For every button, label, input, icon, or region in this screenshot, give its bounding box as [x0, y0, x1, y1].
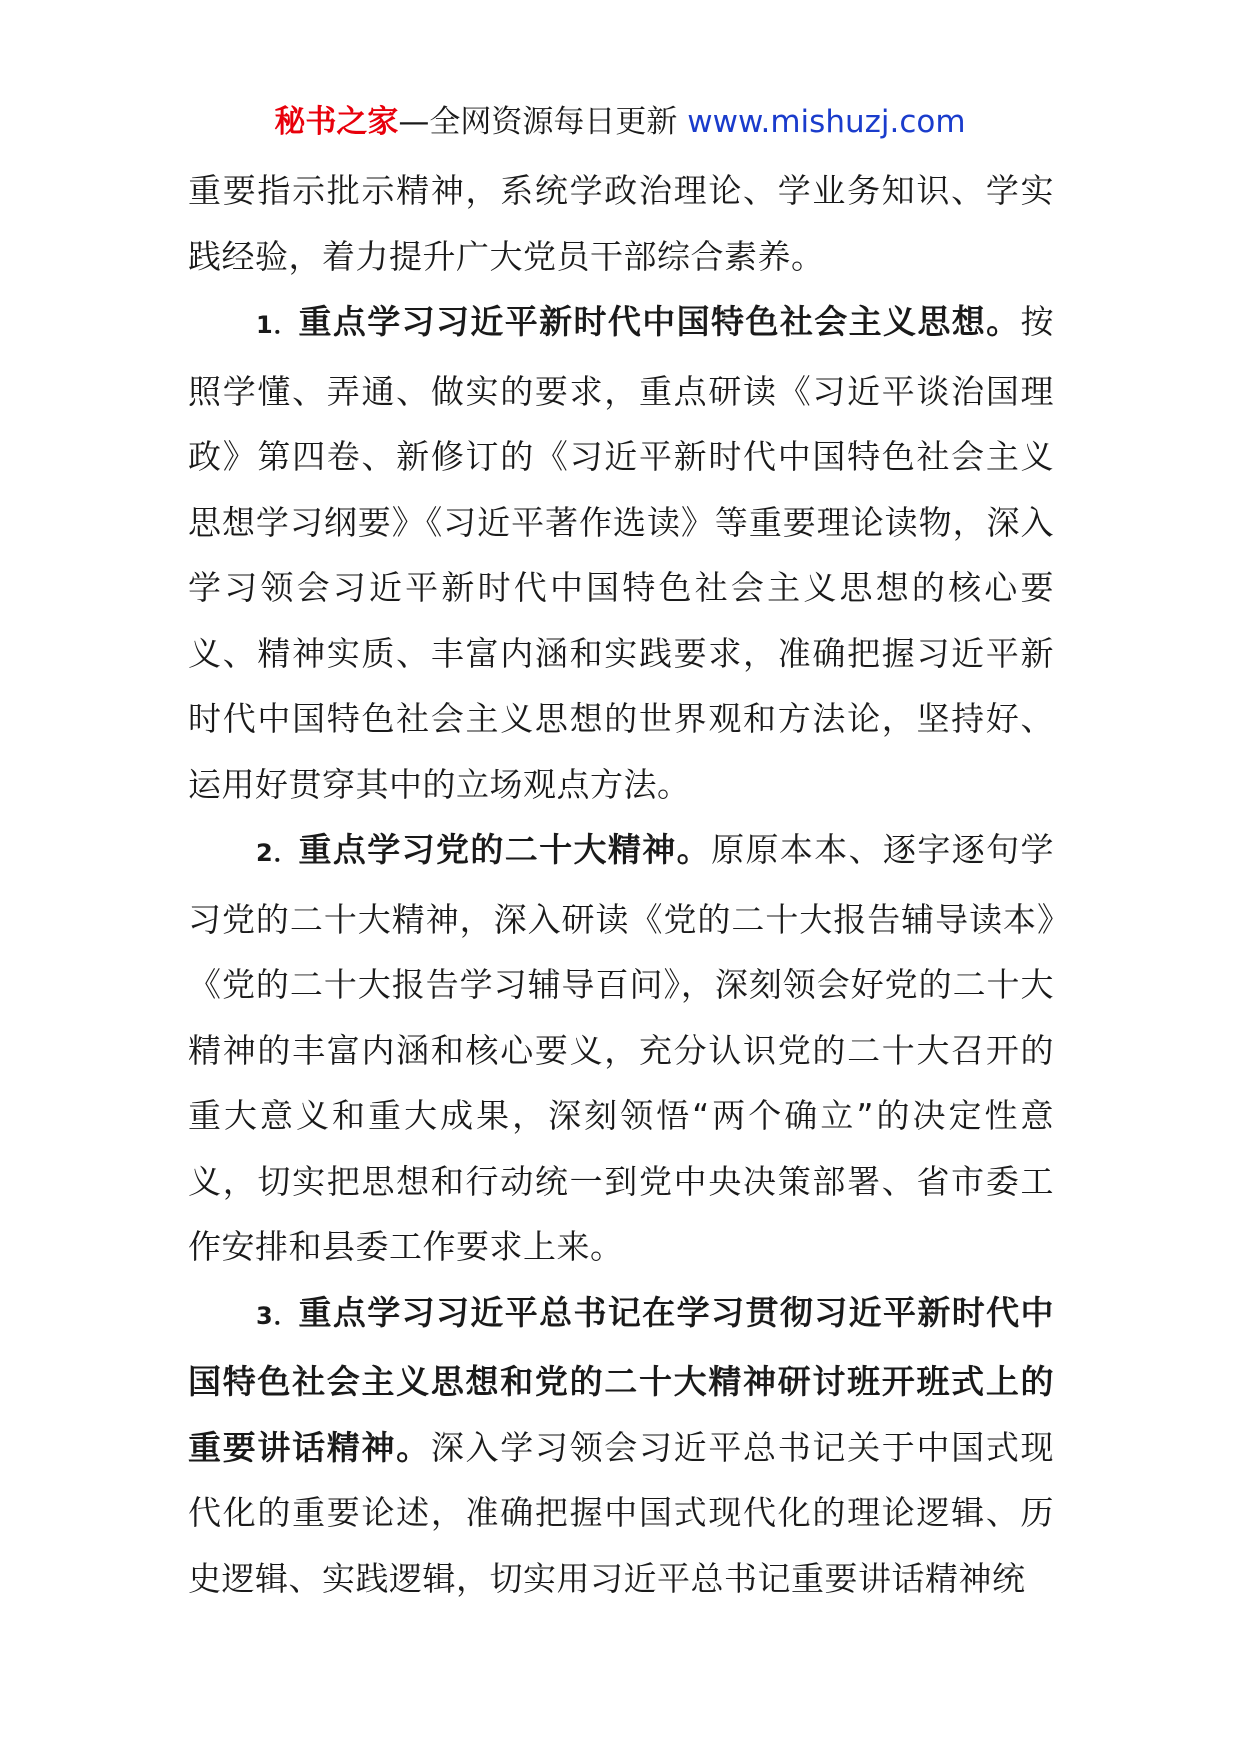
item-heading: 重点学习习近平总书记在学习贯彻习近平新时代中国特色社会主义思想和党的二十大精神研讨班开班式上的重要讲话精神。 — [188, 1292, 1055, 1467]
item-number: 3． — [256, 1301, 299, 1330]
item-heading: 重点学习党的二十大精神。 — [298, 830, 712, 869]
paragraph-text: 原原本本、逐字逐句学习党的二十大精神，深入研读《党的二十大报告辅导读本》《党的二十大报告学习辅导百问》，深刻领会好党的二十大精神的丰富内涵和核心要义，充分认识党的二十大召开的重大意义和重大成果，深刻领悟“两个确立”的决定性意义，切实把思想和行动统一到党中央决策部署、省市委工作安排和县委工作要求上来。 — [188, 830, 1055, 1266]
item-number: 1． — [256, 311, 299, 339]
paragraph-item-3 — [188, 1280, 1054, 1612]
site-header — [0, 100, 1240, 144]
paragraph-intro — [188, 158, 1054, 289]
item-heading: 重点学习习近平新时代中国特色社会主义思想。 — [298, 302, 1021, 341]
paragraph-text: 重要指示批示精神，系统学政治理论、学业务知识、学实践经验，着力提升广大党员干部综合素养。 — [188, 171, 1054, 276]
document-body — [188, 158, 1054, 1611]
site-url-link[interactable]: www.mishuzj.com — [687, 104, 966, 140]
paragraph-item-2 — [188, 817, 1054, 1280]
header-tagline: —全网资源每日更新 — [398, 104, 678, 140]
brand-name: 秘书之家 — [274, 104, 399, 140]
item-number: 2． — [256, 839, 299, 867]
paragraph-text: 深入学习领会习近平总书记关于中国式现代化的重要论述，准确把握中国式现代化的理论逻辑、历史逻辑、实践逻辑，切实用习近平总书记重要讲话精神统 — [188, 1427, 1054, 1598]
paragraph-text: 按照学懂、弄通、做实的要求，重点研读《习近平谈治国理政》第四卷、新修订的《习近平新时代中国特色社会主义思想学习纲要》《习近平著作选读》等重要理论读物，深入学习领会习近平新时代中国特色社会主义思想的核心要义、精神实质、丰富内涵和实践要求，准确把握习近平新时代中国特色社会主义思想的世界观和方法论，坚持好、运用好贯穿其中的立场观点方法。 — [188, 302, 1055, 804]
paragraph-item-1 — [188, 289, 1054, 817]
